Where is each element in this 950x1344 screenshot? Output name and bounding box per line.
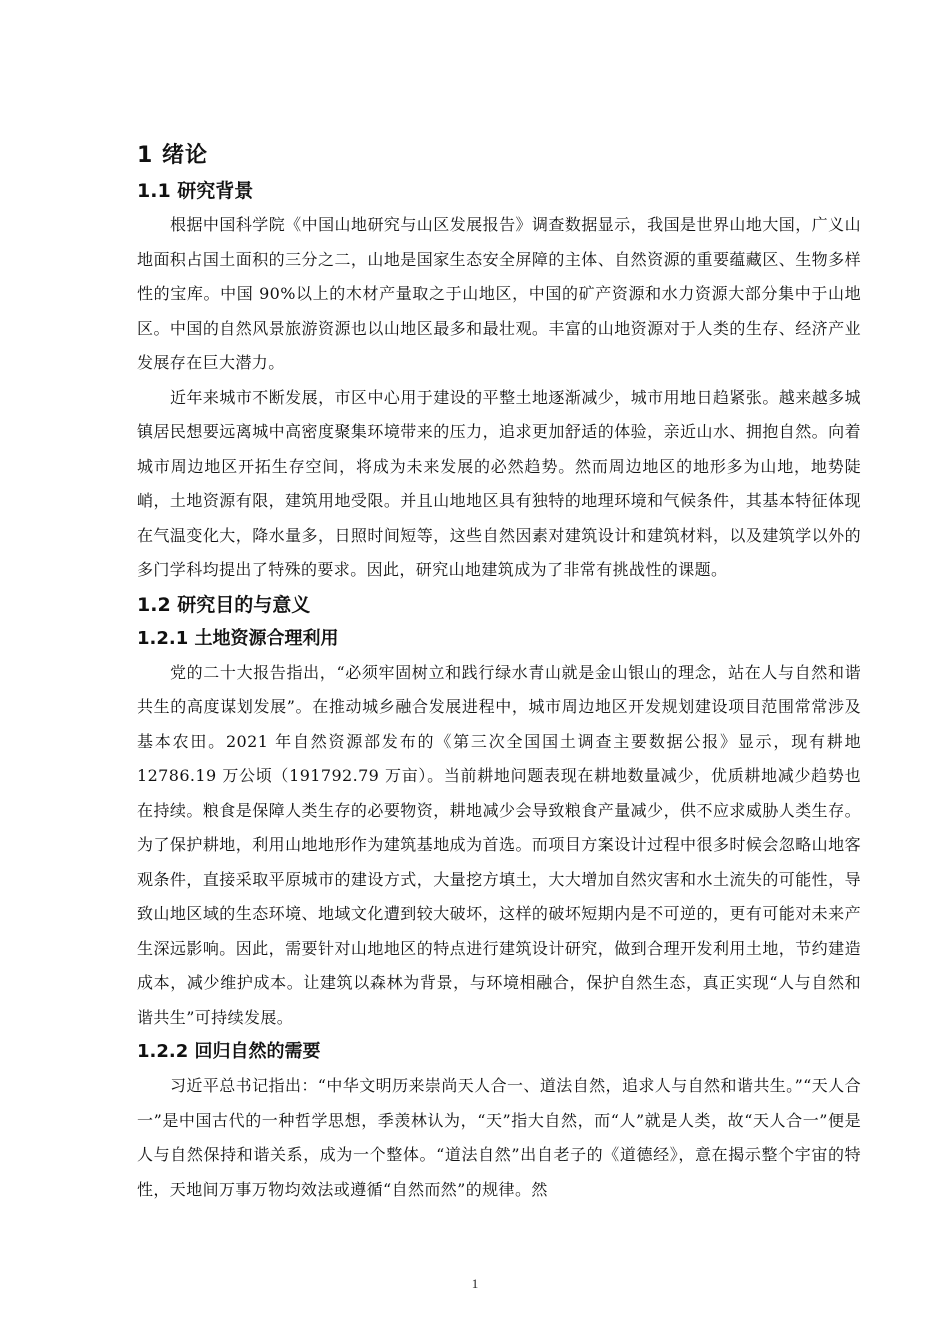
paragraph-background-2: 近年来城市不断发展，市区中心用于建设的平整土地逐渐减少，城市用地日趋紧张。越来越多城镇居民想要远离城中高密度聚集环境带来的压力，追求更加舒适的体验，亲近山水、拥抱自然。向着城市周边地区开拓生存空间，将成为未来发展的必然趋势。然而周边地区的地形多为山地，地势陡峭，土地资源有限，建筑用地受限。并且山地地区具有独特的地理环境和气候条件，其基本特征体现在气温变化大，降水量多，日照时间短等，这些自然因素对建筑设计和建筑材料，以及建筑学以外的多门学科均提出了特殊的要求。因此，研究山地建筑成为了非常有挑战性的课题。 (137, 387, 861, 579)
document-body (137, 138, 861, 1207)
subsection-heading-1-2-1: 1.2.1 土地资源合理利用 (137, 627, 339, 649)
paragraph-return-nature: 习近平总书记指出：“中华文明历来崇尚天人合一、道法自然，追求人与自然和谐共生。”“天人合一”是中国古代的一种哲学思想，季羡林认为，“天”指大自然，而“人”就是人类，故“天人合一”便是人与自然保持和谐关系，成为一个整体。“道法自然”出自老子的《道德经》，意在揭示整个宇宙的特性，天地间万事万物均效法或遵循“自然而然”的规律。然 (137, 1076, 861, 1199)
section-heading-1-1: 1.1 研究背景 (137, 180, 254, 202)
paragraph-background-1: 根据中国科学院《中国山地研究与山区发展报告》调查数据显示，我国是世界山地大国，广义山地面积占国土面积的三分之二，山地是国家生态安全屏障的主体、自然资源的重要蕴藏区、生物多样性的宝库。中国 90%以上的木材产量取之于山地区，中国的矿产资源和水力资源大部分集中于山地区。中国的自然风景旅游资源也以山地区最多和最壮观。丰富的山地资源对于人类的生存、经济产业发展存在巨大潜力。 (137, 215, 861, 372)
paragraph-land-use: 党的二十大报告指出，“必须牢固树立和践行绿水青山就是金山银山的理念，站在人与自然和谐共生的高度谋划发展”。在推动城乡融合发展进程中，城市周边地区开发规划建设项目范围常常涉及基本农田。2021 年自然资源部发布的《第三次全国国土调查主要数据公报》显示，现有耕地 12786.19 万公顷（191792.79 万亩）。当前耕地问题表现在耕地数量减少，优质耕地减少趋势也在持续。粮食是保障人类生存的必要物资，耕地减少会导致粮食产量减少，供不应求威胁人类生存。为了保护耕地，利用山地地形作为建筑基地成为首选。而项目方案设计过程中很多时候会忽略山地客观条件，直接采取平原城市的建设方式，大量挖方填土，大大增加自然灾害和水土流失的可能性，导致山地区域的生态环境、地域文化遭到较大破坏，这样的破坏短期内是不可逆的，更有可能对未来产生深远影响。因此，需要针对山地地区的特点进行建筑设计研究，做到合理开发利用土地，节约建造成本，减少维护成本。让建筑以森林为背景，与环境相融合，保护自然生态，真正实现“人与自然和谐共生”可持续发展。 (137, 662, 861, 1027)
subsection-heading-1-2-2: 1.2.2 回归自然的需要 (137, 1041, 321, 1062)
page-number: 1 (471, 1276, 479, 1291)
section-heading-1-2: 1.2 研究目的与意义 (137, 593, 311, 616)
chapter-heading: 1 绪论 (137, 143, 208, 168)
